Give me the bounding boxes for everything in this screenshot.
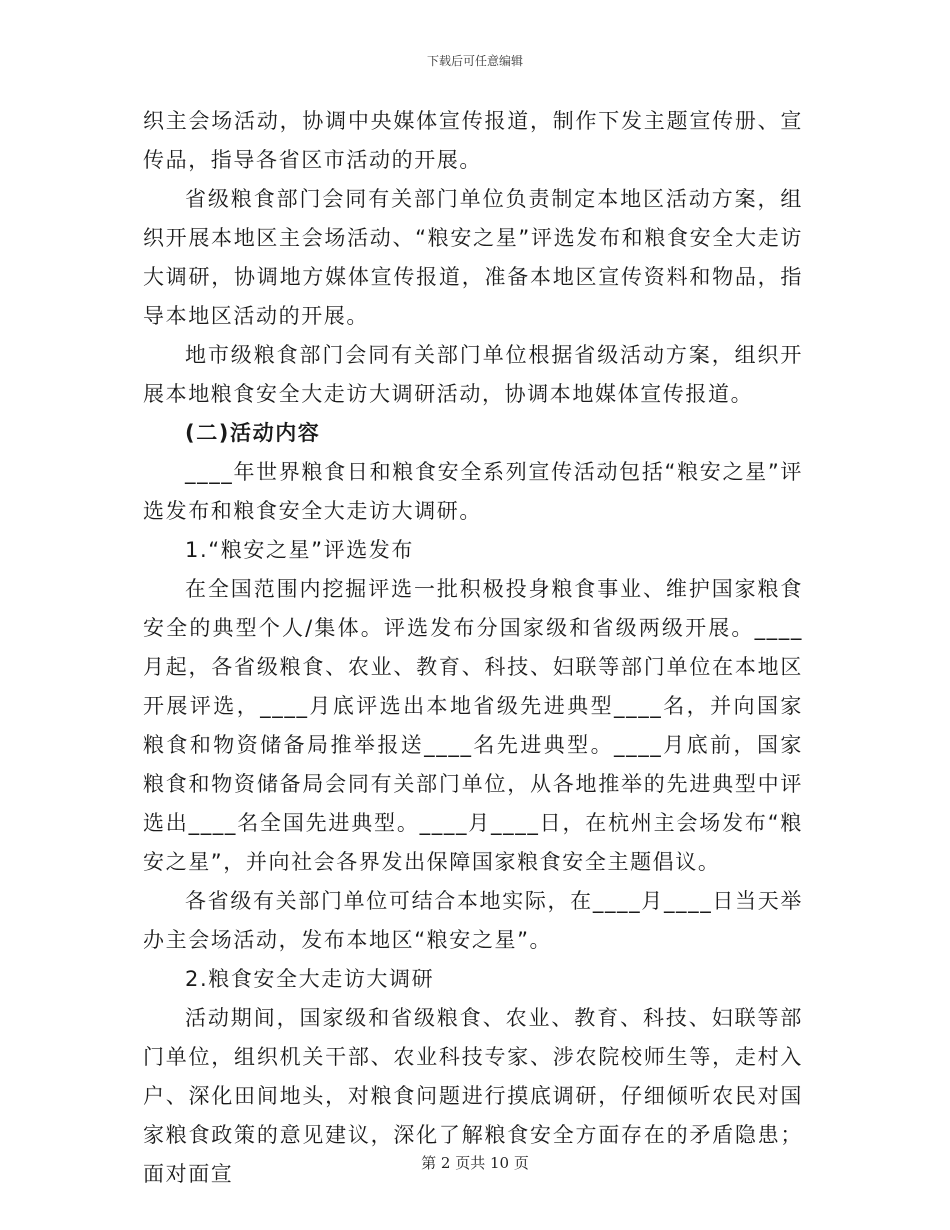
page-header: 下载后可任意编辑 xyxy=(426,54,523,68)
section-heading-activity-content: (二)活动内容 xyxy=(185,421,321,445)
subheading-survey: 2.粮食安全大走访大调研 xyxy=(185,967,435,991)
paragraph-6: 各省级有关部门单位可结合本地实际，在____月____日当天举办主会场活动，发布本地区“粮安之星”。 xyxy=(143,889,803,952)
paragraph-4: ____年世界粮食日和粮食安全系列宣传活动包括“粮安之星”评选发布和粮食安全大走访大调研。 xyxy=(143,460,803,523)
subheading-star-selection: 1.“粮安之星”评选发布 xyxy=(185,538,414,562)
page-footer: 第 2 页共 10 页 xyxy=(421,1154,529,1172)
paragraph-7: 活动期间，国家级和省级粮食、农业、教育、科技、妇联等部门单位，组织机关干部、农业科技专家、涉农院校师生等，走村入户、深化田间地头，对粮食问题进行摸底调研，仔细倾听农民对国家粮食政策的意见建议，深化了解粮食安全方面存在的矛盾隐患；面对面宣 xyxy=(143,1006,803,1186)
paragraph-3: 地市级粮食部门会同有关部门单位根据省级活动方案，组织开展本地粮食安全大走访大调研活动，协调本地媒体宣传报道。 xyxy=(143,343,803,406)
paragraph-2: 省级粮食部门会同有关部门单位负责制定本地区活动方案，组织开展本地区主会场活动、“粮安之星”评选发布和粮食安全大走访大调研，协调地方媒体宣传报道，准备本地区宣传资料和物品，指导本地区活动的开展。 xyxy=(143,187,803,328)
document-body xyxy=(143,102,803,1194)
paragraph-5: 在全国范围内挖掘评选一批积极投身粮食事业、维护国家粮食安全的典型个人/集体。评选发布分国家级和省级两级开展。____月起，各省级粮食、农业、教育、科技、妇联等部门单位在本地区开展评选，____月底评选出本地省级先进典型____名，并向国家粮食和物资储备局推举报送____名先进典型。____月底前，国家粮食和物资储备局会同有关部门单位，从各地推举的先进典型中评选出____名全国先进典型。____月____日，在杭州主会场发布“粮安之星”，并向社会各界发出保障国家粮食安全主题倡议。 xyxy=(143,577,803,874)
paragraph-1: 织主会场活动，协调中央媒体宣传报道，制作下发主题宣传册、宣传品，指导各省区市活动的开展。 xyxy=(143,109,803,172)
